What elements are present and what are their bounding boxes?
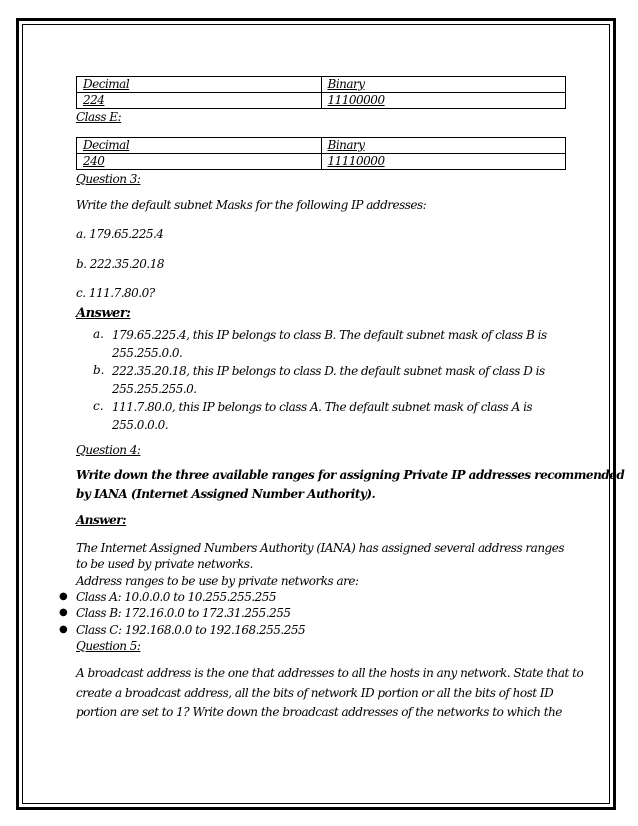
table-header-binary: Binary — [321, 138, 566, 154]
table-row — [77, 138, 566, 154]
answer-a-line2: 255.255.0.0. — [112, 346, 183, 360]
question3-answer-label: Answer: — [76, 306, 131, 321]
question5-line3: portion are set to 1? Write down the broadcast addresses of the networks to which the — [76, 705, 562, 719]
bullet-icon: ● — [59, 591, 68, 602]
question3-title: Question 3: — [76, 172, 141, 186]
table-cell-decimal: 240 — [77, 154, 322, 170]
table-row — [77, 77, 566, 93]
answer-marker-b: b. — [93, 363, 105, 377]
question4-paragraph-line1: The Internet Assigned Numbers Authority (IANA) has assigned several address ranges — [76, 541, 564, 555]
answer-a-line1: 179.65.225.4, this IP belongs to class B. The default subnet mask of class B is — [112, 328, 547, 342]
table-cell-binary: 11100000 — [321, 93, 566, 109]
class-e-binary-table — [76, 137, 566, 170]
question5-line2: create a broadcast address, all the bits of network ID portion or all the bits of host ID — [76, 686, 554, 700]
table-row — [77, 93, 566, 109]
table-header-binary: Binary — [321, 77, 566, 93]
answer-marker-a: a. — [93, 327, 104, 341]
question4-prompt-line2: by IANA (Internet Assigned Number Authority). — [76, 487, 376, 501]
answer-c-line1: 111.7.80.0, this IP belongs to class A. The default subnet mask of class A is — [112, 400, 533, 414]
answer-b-line1: 222.35.20.18, this IP belongs to class D. the default subnet mask of class D is — [112, 364, 545, 378]
question3-item-a: a. 179.65.225.4 — [76, 227, 164, 241]
question4-title: Question 4: — [76, 443, 141, 457]
question5-line1: A broadcast address is the one that addresses to all the hosts in any network. State that to — [76, 666, 584, 680]
bullet-icon: ● — [59, 624, 68, 635]
question3-item-c: c. 111.7.80.0? — [76, 286, 155, 300]
table-cell-binary: 11110000 — [321, 154, 566, 170]
private-range-class-a: Class A: 10.0.0.0 to 10.255.255.255 — [76, 590, 277, 604]
table-cell-decimal: 224 — [77, 93, 322, 109]
table-header-decimal: Decimal — [77, 77, 322, 93]
answer-c-line2: 255.0.0.0. — [112, 418, 169, 432]
table-header-decimal: Decimal — [77, 138, 322, 154]
question3-prompt: Write the default subnet Masks for the following IP addresses: — [76, 198, 427, 212]
question4-paragraph-line2: to be used by private networks. — [76, 557, 253, 571]
question3-item-b: b. 222.35.20.18 — [76, 257, 164, 271]
question4-prompt-line1: Write down the three available ranges for assigning Private IP addresses recommended — [76, 468, 625, 482]
answer-b-line2: 255.255.255.0. — [112, 382, 197, 396]
private-range-class-b: Class B: 172.16.0.0 to 172.31.255.255 — [76, 606, 291, 620]
class-d-binary-table — [76, 76, 566, 109]
bullet-icon: ● — [59, 607, 68, 618]
table-row — [77, 154, 566, 170]
class-e-label: Class E: — [76, 110, 122, 124]
question4-paragraph-line3: Address ranges to be use by private networks are: — [76, 574, 359, 588]
answer-marker-c: c. — [93, 399, 104, 413]
question5-title: Question 5: — [76, 639, 141, 653]
private-range-class-c: Class C: 192.168.0.0 to 192.168.255.255 — [76, 623, 306, 637]
question4-answer-label: Answer: — [76, 513, 127, 527]
